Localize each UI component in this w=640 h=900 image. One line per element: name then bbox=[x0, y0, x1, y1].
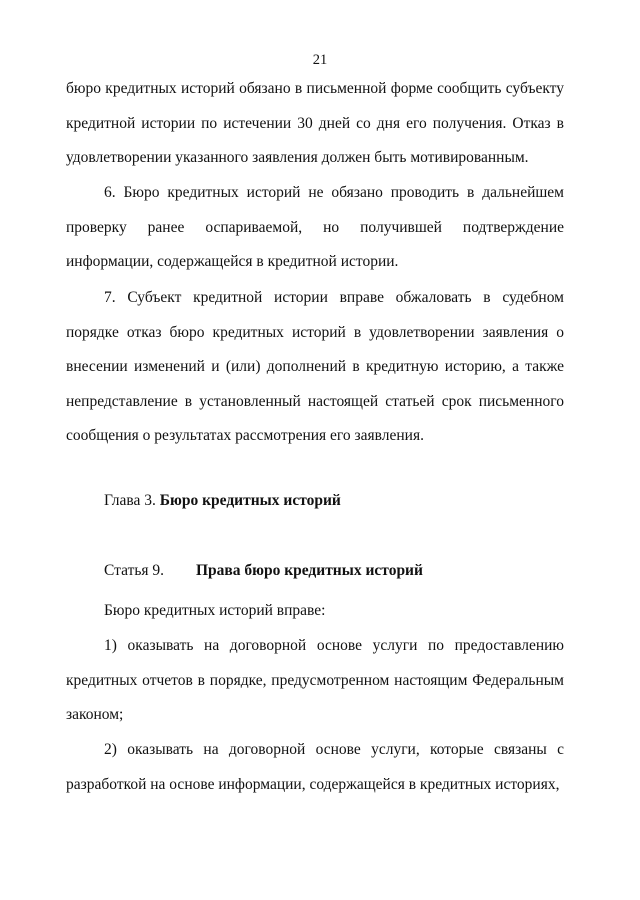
article-item-2: 2) оказывать на договорной основе услуги, которые связаны с разработкой на основе информации, содержащейся в кредитных историях, bbox=[66, 741, 564, 793]
paragraph-item-6: 6. Бюро кредитных историй не обязано проводить в дальнейшем проверку ранее оспариваемой, но получившей подтверждение информации, содержащейся в кредитной истории. bbox=[66, 184, 564, 270]
page-number: 21 bbox=[312, 52, 328, 68]
chapter-title: Бюро кредитных историй bbox=[159, 492, 341, 509]
chapter-label: Глава 3. bbox=[104, 492, 156, 509]
article-item-1: 1) оказывать на договорной основе услуги по предоставлению кредитных отчетов в порядке, предусмотренном настоящим Федеральным законом; bbox=[66, 637, 564, 723]
article-title: Права бюро кредитных историй bbox=[195, 562, 423, 579]
paragraph-item-7: 7. Субъект кредитной истории вправе обжаловать в судебном порядке отказ бюро кредитных историй в удовлетворении заявления о внесении изменений и (или) дополнений в кредитную историю, а также непредставление в установленный настоящей статьей срок письменного сообщения о результатах рассмотрения его заявления. bbox=[66, 289, 564, 444]
paragraph-continuation: бюро кредитных историй обязано в письменной форме сообщить субъекту кредитной истории по истечении 30 дней со дня его получения. Отказ в удовлетворении указанного заявления должен быть мотивированным. bbox=[66, 80, 564, 166]
article-intro: Бюро кредитных историй вправе: bbox=[104, 602, 326, 619]
article-heading bbox=[104, 559, 423, 583]
article-label: Статья 9. bbox=[104, 562, 165, 579]
chapter-heading bbox=[104, 489, 341, 513]
